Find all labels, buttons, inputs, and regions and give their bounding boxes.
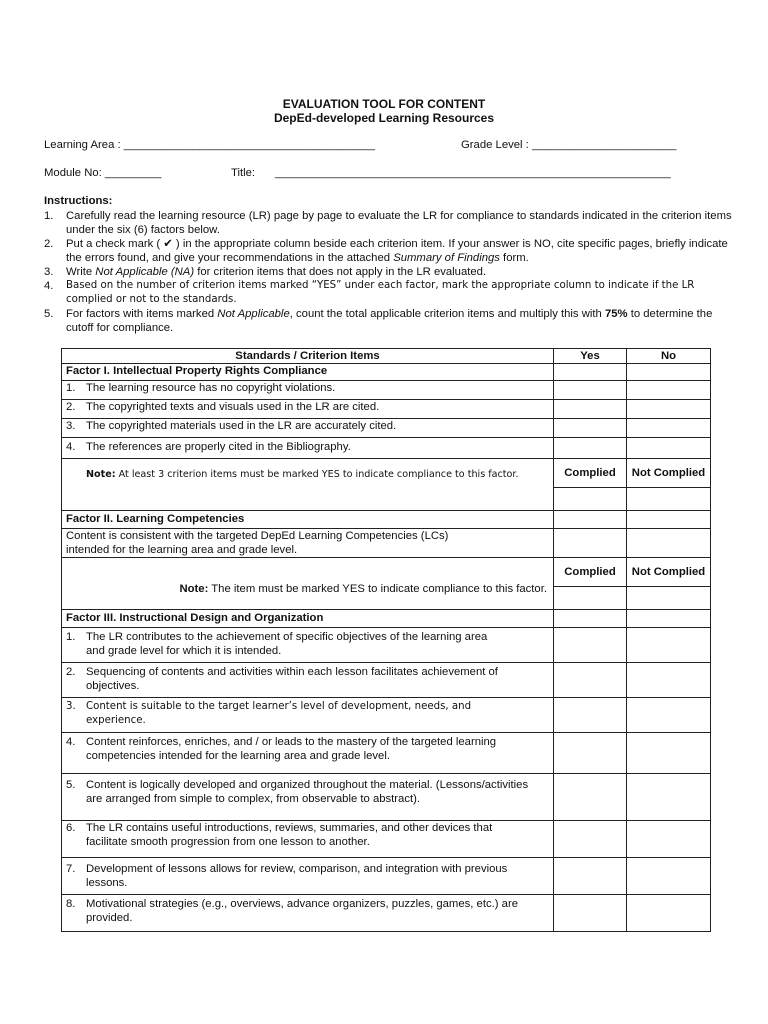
criterion-row (62, 895, 711, 932)
criterion-row (62, 858, 711, 895)
criterion-text: The references are properly cited in the Bibliography. (86, 441, 351, 453)
criterion-row (62, 821, 711, 858)
module-no-field: Module No: _________ (44, 167, 162, 179)
no-cell[interactable] (627, 628, 711, 663)
header-criterion: Standards / Criterion Items (62, 349, 554, 364)
criterion-cell: 6. The LR contains useful introductions, reviews, summaries, and other devices that facilitate smooth progression from one lesson to another. (62, 821, 554, 858)
no-cell[interactable] (627, 381, 711, 400)
yes-cell[interactable] (554, 733, 627, 774)
criterion-text: The copyrighted texts and visuals used in the LR are cited. (86, 401, 380, 413)
not-complied-check-cell[interactable] (627, 587, 711, 610)
factor-title: Factor III. Instructional Design and Organization (62, 610, 554, 628)
criterion-cell: 1. The learning resource has no copyright violations. (62, 381, 554, 400)
factor-row (62, 511, 711, 529)
instructions-heading: Instructions: (44, 195, 113, 207)
criterion-text: Sequencing of contents and activities within each lesson facilitates achievement of objectives. (86, 666, 498, 692)
no-cell[interactable] (627, 400, 711, 419)
yes-cell[interactable] (554, 895, 627, 932)
not-complied-check-cell[interactable] (627, 488, 711, 511)
yes-cell[interactable] (554, 628, 627, 663)
learning-area-field: Learning Area : ________________________________________ (44, 139, 376, 151)
complied-label: Complied (554, 558, 627, 587)
no-cell[interactable] (627, 419, 711, 438)
criterion-text: The learning resource has no copyright violations. (86, 382, 336, 394)
factor-row (62, 610, 711, 628)
not-complied-label: Not Complied (627, 459, 711, 488)
factor-note: Note: The item must be marked YES to indicate compliance to this factor. (62, 558, 554, 610)
criterion-row (62, 419, 711, 438)
criterion-text: The copyrighted materials used in the LR are accurately cited. (86, 420, 397, 432)
criterion-cell: 2. The copyrighted texts and visuals used in the LR are cited. (62, 400, 554, 419)
criterion-text: Content is consistent with the targeted DepEd Learning Competencies (LCs) intended for the learning area and grade level. (62, 529, 554, 558)
no-cell[interactable] (627, 364, 711, 381)
yes-cell[interactable] (554, 774, 627, 821)
criterion-text: Content is suitable to the target learner’s level of development, needs, and experience. (86, 701, 472, 726)
criterion-cell: 7. Development of lessons allows for review, comparison, and integration with previous lessons. (62, 858, 554, 895)
criterion-cell: 1. The LR contributes to the achievement of specific objectives of the learning area and grade level for which it is intended. (62, 628, 554, 663)
instruction-text: Based on the number of criterion items marked “YES” under each factor, mark the appropriate column to indicate if the LR complied or not to the standards. (66, 280, 695, 305)
criterion-cell: 5. Content is logically developed and organized throughout the material. (Lessons/activities are arranged from simple to complex, from observable to abstract). (62, 774, 554, 821)
criterion-row (62, 529, 711, 558)
grade-level-field: Grade Level : _______________________ (461, 139, 677, 151)
criterion-text: The LR contains useful introductions, reviews, summaries, and other devices that facilitate smooth progression from one lesson to another. (86, 822, 493, 848)
no-cell[interactable] (627, 663, 711, 698)
criterion-row (62, 774, 711, 821)
factor-title: Factor I. Intellectual Property Rights Compliance (62, 364, 554, 381)
criterion-text: Motivational strategies (e.g., overviews, advance organizers, puzzles, games, etc.) are provided. (86, 898, 518, 924)
criterion-cell: 4. Content reinforces, enriches, and / or leads to the mastery of the targeted learning competencies intended for the learning area and grade level. (62, 733, 554, 774)
factor-note: Note: At least 3 criterion items must be marked YES to indicate compliance to this factor. (62, 459, 554, 511)
yes-cell[interactable] (554, 858, 627, 895)
complied-check-cell[interactable] (554, 587, 627, 610)
no-cell[interactable] (627, 895, 711, 932)
factor-row (62, 364, 711, 381)
yes-cell[interactable] (554, 419, 627, 438)
factor-title: Factor II. Learning Competencies (62, 511, 554, 529)
criterion-cell: 3. Content is suitable to the target learner’s level of development, needs, and experience. (62, 698, 554, 733)
instruction-number: 4. (44, 280, 54, 292)
criterion-row (62, 438, 711, 459)
yes-cell[interactable] (554, 529, 627, 558)
title-field-line: _______________________________________________________________ (275, 167, 671, 179)
no-cell[interactable] (627, 858, 711, 895)
yes-cell[interactable] (554, 438, 627, 459)
no-cell[interactable] (627, 698, 711, 733)
complied-label: Complied (554, 459, 627, 488)
no-cell[interactable] (627, 821, 711, 858)
yes-cell[interactable] (554, 364, 627, 381)
instruction-text: For factors with items marked Not Applicable, count the total applicable criterion items and multiply this with 75% to determine the cutoff for compliance. (66, 308, 713, 334)
criterion-cell: 2. Sequencing of contents and activities within each lesson facilitates achievement of objectives. (62, 663, 554, 698)
table-header-row (62, 349, 711, 364)
document-subtitle: DepEd-developed Learning Resources (273, 111, 495, 125)
criterion-row (62, 733, 711, 774)
criterion-text: Content reinforces, enriches, and / or leads to the mastery of the targeted learning competencies intended for the learning area and grade level. (86, 736, 497, 762)
criterion-row (62, 400, 711, 419)
criterion-cell: 8. Motivational strategies (e.g., overviews, advance organizers, puzzles, games, etc.) are provided. (62, 895, 554, 932)
yes-cell[interactable] (554, 663, 627, 698)
instruction-number: 2. (44, 238, 54, 250)
header-no: No (627, 349, 711, 364)
no-cell[interactable] (627, 529, 711, 558)
criterion-cell: 3. The copyrighted materials used in the LR are accurately cited. (62, 419, 554, 438)
no-cell[interactable] (627, 610, 711, 628)
instruction-number: 5. (44, 308, 54, 320)
criterion-row (62, 628, 711, 663)
document-title: EVALUATION TOOL FOR CONTENT (282, 97, 486, 111)
not-complied-label: Not Complied (627, 558, 711, 587)
instruction-text: Put a check mark ( ✔ ) in the appropriate column beside each criterion item. If your answer is NO, cite specific pages, briefly indicate the errors found, and give your recommendations in the attached Summary of Findings form. (66, 238, 728, 264)
criterion-row (62, 698, 711, 733)
no-cell[interactable] (627, 733, 711, 774)
no-cell[interactable] (627, 774, 711, 821)
yes-cell[interactable] (554, 610, 627, 628)
no-cell[interactable] (627, 511, 711, 529)
yes-cell[interactable] (554, 698, 627, 733)
yes-cell[interactable] (554, 511, 627, 529)
compliance-row (62, 459, 711, 488)
criterion-text: Content is logically developed and organized throughout the material. (Lessons/activities are arranged from simple to complex, from observable to abstract). (86, 779, 529, 805)
instruction-number: 3. (44, 266, 54, 278)
criterion-text: Development of lessons allows for review, comparison, and integration with previous lessons. (86, 863, 508, 889)
compliance-row (62, 558, 711, 587)
instruction-number: 1. (44, 210, 54, 222)
title-field-label: Title: (231, 167, 256, 179)
criterion-text: The LR contributes to the achievement of specific objectives of the learning area and grade level for which it is intended. (86, 631, 488, 657)
instruction-text: Write Not Applicable (NA) for criterion items that does not apply in the LR evaluated. (66, 266, 487, 278)
instruction-text: Carefully read the learning resource (LR) page by page to evaluate the LR for compliance to standards indicated in the criterion items under the six (6) factors below. (66, 210, 732, 236)
complied-check-cell[interactable] (554, 488, 627, 511)
evaluation-table (61, 348, 711, 932)
yes-cell[interactable] (554, 381, 627, 400)
criterion-row (62, 663, 711, 698)
criterion-cell: 4. The references are properly cited in the Bibliography. (62, 438, 554, 459)
yes-cell[interactable] (554, 400, 627, 419)
no-cell[interactable] (627, 438, 711, 459)
header-yes: Yes (554, 349, 627, 364)
yes-cell[interactable] (554, 821, 627, 858)
criterion-row (62, 381, 711, 400)
